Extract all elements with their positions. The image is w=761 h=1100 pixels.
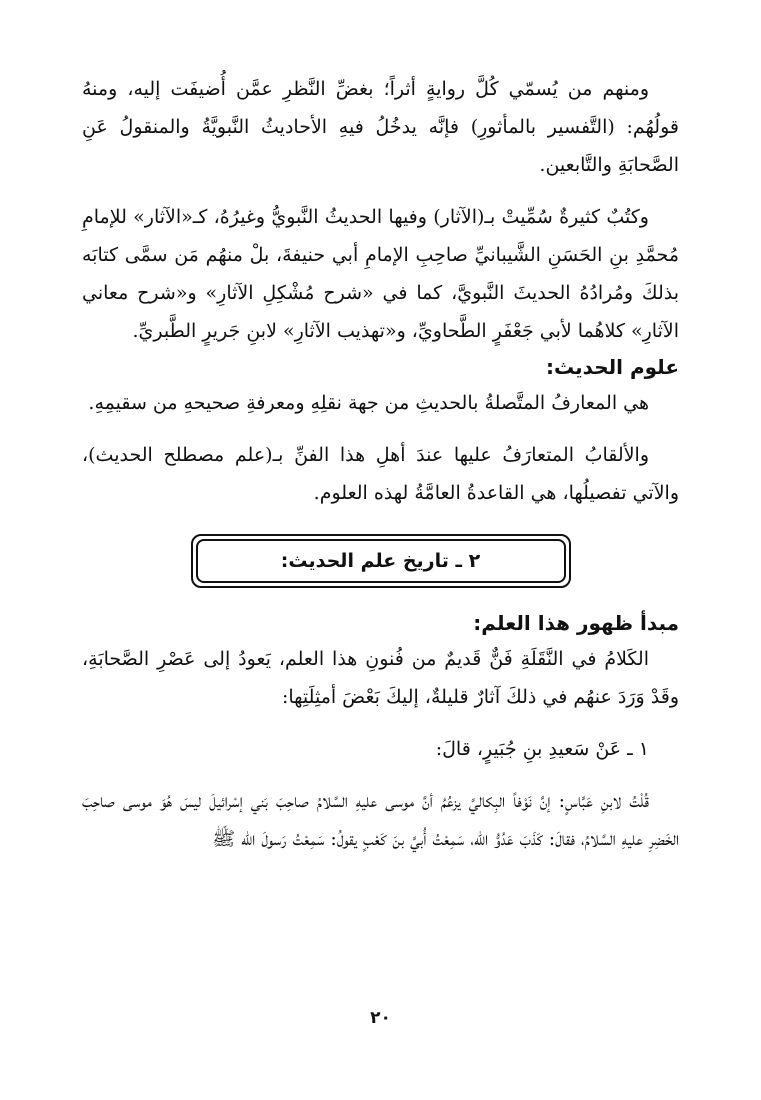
paragraph-athar-definition: ومنهم من يُسمّي كُلَّ روايةٍ أثراً؛ بغضِّ النَّظرِ عمَّن أُضيفَت إليه، ومنهُ قولُهُم: (التَّفسير بالمأثورِ) فإنَّه يدخُلُ فيهِ الأحاديثُ النَّبويَّةُ والمنقولُ عَنِ الصَّحابَةِ والتَّابعين. xyxy=(82,78,679,176)
paragraph-athar-books: وكتُبٌ كثيرةٌ سُمِّيتْ بـ(الآثار) وفيها الحديثُ النَّبويُّ وغيرُهُ، كـ«الآثار» للإمامِ مُحمَّدِ بنِ الحَسَنِ الشَّيبانيِّ صاحِبِ الإمامِ أبي حنيفةَ، بلْ منهُم مَن سمَّى كتابَه بذلكَ ومُرادُهُ الحديثَ النَّبويَّ، كما في «شرح مُشْكِلِ الآثارِ» و«شرح معاني الآثارِ» كلاهُما لأبي جَعْفَرٍ الطَّحاويِّ، و«تهذيب الآثارِ» لابنِ جَريرٍ الطَّبريِّ. xyxy=(82,206,679,342)
heading-hadith-sciences: علوم الحديث: xyxy=(546,355,679,379)
paragraph-hadith-terminology: والألقابُ المتعارَفُ عليها عندَ أهلِ هذا الفنِّ بـ(علم مصطلح الحديث)، والآتي تفصيلُها، هي القاعدةُ العامَّةُ لهذه العلوم. xyxy=(82,444,679,504)
chapter-title-frame xyxy=(191,534,571,588)
paragraph-example-one: ١ ـ عَنْ سَعيدِ بنِ جُبَيرٍ، قالَ: xyxy=(435,738,649,760)
paragraph-science-origin: الكَلامُ في النَّقَلَةِ فَنٌّ قَديمٌ من فُنونِ هذا العلم، يَعودُ إلى عَصْرِ الصَّحابَةِ، وقَدْ وَرَدَ عنهُم في ذلكَ آثارٌ قليلةٌ، إليكَ بَعْضَ أمثِلَتِها: xyxy=(82,648,679,708)
paragraph-ibn-abbas-quote: قُلْتُ لابنِ عَبَّاسٍ: إنَّ نَوْفاً البِكاليَّ يزعُمُ أنَّ موسى عليهِ السَّلامُ صاحِبَ بَني إسْرائيلَ ليسَ هُوَ موسى صاحِبَ الخَضِرِ عليهِ السَّلامُ، فقالَ: كَذَبَ عَدُوُّ الله، سَمِعْتُ أُبيَّ بنَ كَعْبٍ يقولُ: سَمِعْتُ رَسولَ الله ﷺ xyxy=(82,790,679,850)
document-page xyxy=(82,70,679,1040)
chapter-title: ٢ ـ تاريخ علم الحديث: xyxy=(196,539,566,583)
page-number: ٢٠ xyxy=(370,1008,391,1028)
heading-science-origin: مبدأ ظهور هذا العلم: xyxy=(473,611,679,635)
paragraph-hadith-sciences-definition: هي المعارفُ المتَّصلةُ بالحديثِ من جهة نقلِهِ ومعرفةِ صحيحهِ من سقيمِهِ. xyxy=(88,392,649,414)
